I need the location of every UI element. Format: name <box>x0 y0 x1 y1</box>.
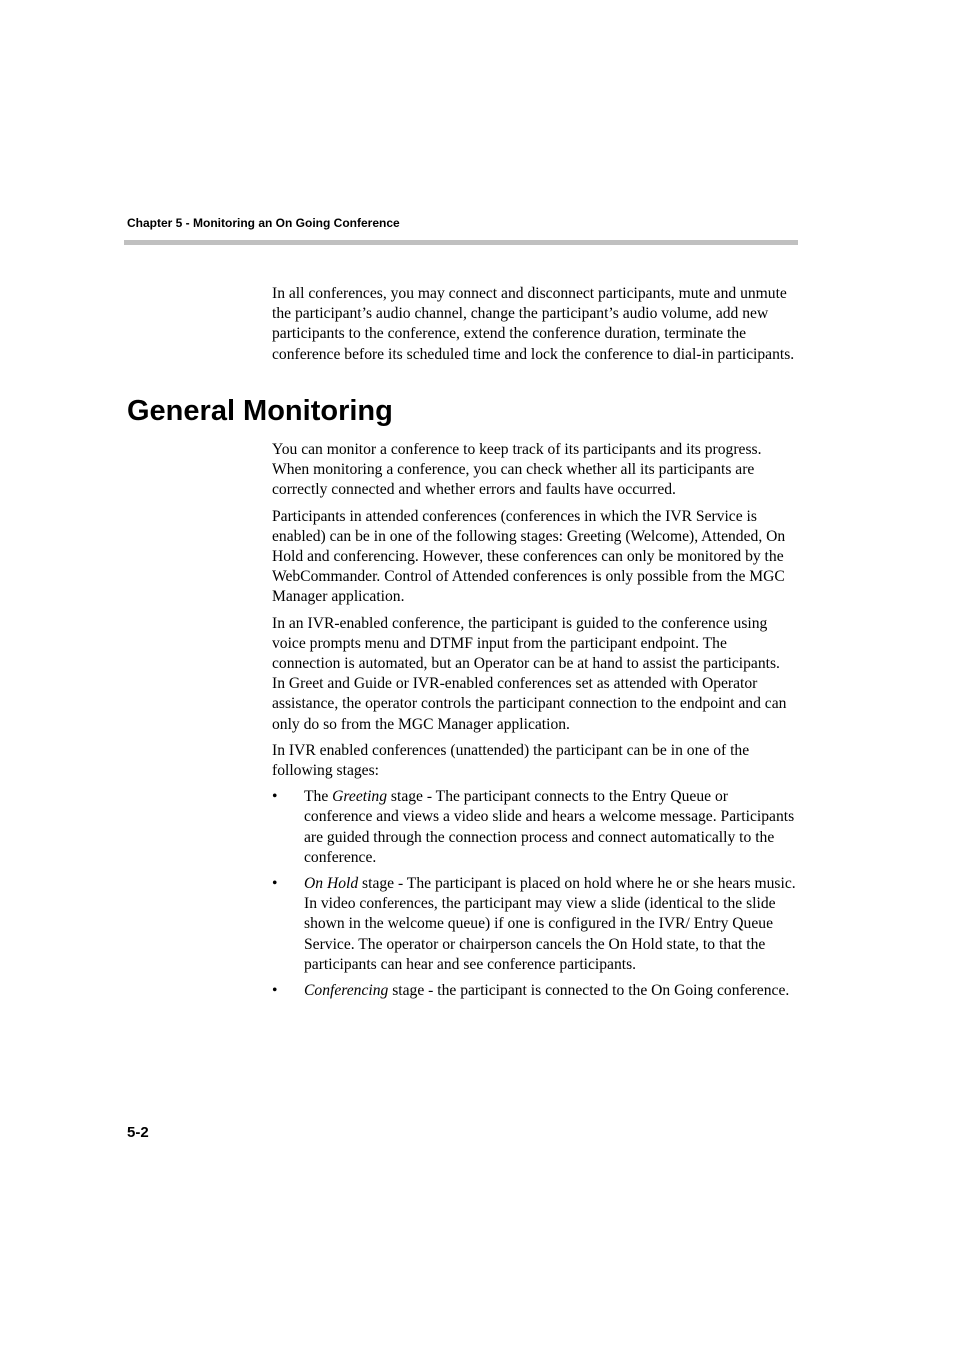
stage-term: Conferencing <box>304 982 389 1000</box>
bullet-icon: • <box>272 875 278 893</box>
body-paragraph: In IVR enabled conferences (unattended) the participant can be in one of the following stages: <box>272 741 750 780</box>
stage-item-conferencing <box>272 981 796 1001</box>
body-paragraph: In an IVR-enabled conference, the participant is guided to the conference using voice prompts menu and DTMF input from the participant endpoint. The connection is automated, but an Operator can be at hand to assist the participants. In Greet and Guide or IVR-enabled conferences set as attended with Operator assistance, the operator controls the participant connection to the endpoint and can only do so from the MGC Manager application. <box>272 614 787 733</box>
running-header: Chapter 5 - Monitoring an On Going Conference <box>127 216 400 230</box>
stage-term: Greeting <box>332 788 388 806</box>
intro-paragraph: In all conferences, you may connect and disconnect participants, mute and unmute the participant’s audio channel, change the participant’s audio volume, add new participants to the conference, extend the conference duration, terminate the conference before its scheduled time and lock the conference to dial-in participants. <box>272 285 795 363</box>
stage-item-greeting <box>272 787 796 868</box>
header-rule <box>124 240 798 245</box>
bullet-icon: • <box>272 982 278 1000</box>
stage-item-on-hold <box>272 874 796 975</box>
body-paragraph: You can monitor a conference to keep track of its participants and its progress. When monitoring a conference, you can check whether all its participants are correctly connected and whether errors and faults have occurred. <box>272 441 762 499</box>
bullet-icon: • <box>272 788 278 806</box>
page-number: 5-2 <box>127 1124 149 1141</box>
stage-prefix: The <box>304 788 333 806</box>
section-heading: General Monitoring <box>127 395 393 427</box>
intro-text <box>272 284 796 371</box>
stage-description: stage - the participant is connected to the On Going conference. <box>388 982 790 1000</box>
stage-description: stage - The participant connects to the Entry Queue or conference and views a video slide and hears a welcome message. Participants are guided through the connection process and connect automatically to the conference. <box>304 788 795 866</box>
stage-list <box>272 787 796 1001</box>
section-body <box>272 440 796 1007</box>
stage-description: stage - The participant is placed on hold where he or she hears music. In video conferences, the participant may view a slide (identical to the slide shown in the welcome queue) if one is configured in the IVR/ Entry Queue Service. The operator or chairperson cancels the On Hold state, to that the participants can hear and see conference participants. <box>304 875 796 973</box>
body-paragraph: Participants in attended conferences (conferences in which the IVR Service is enabled) can be in one of the following stages: Greeting (Welcome), Attended, On Hold and conferencing. However, these conferences can only be monitored by the WebCommander. Control of Attended conferences is only possible from the MGC Manager application. <box>272 507 786 606</box>
stage-term: On Hold <box>304 875 359 893</box>
